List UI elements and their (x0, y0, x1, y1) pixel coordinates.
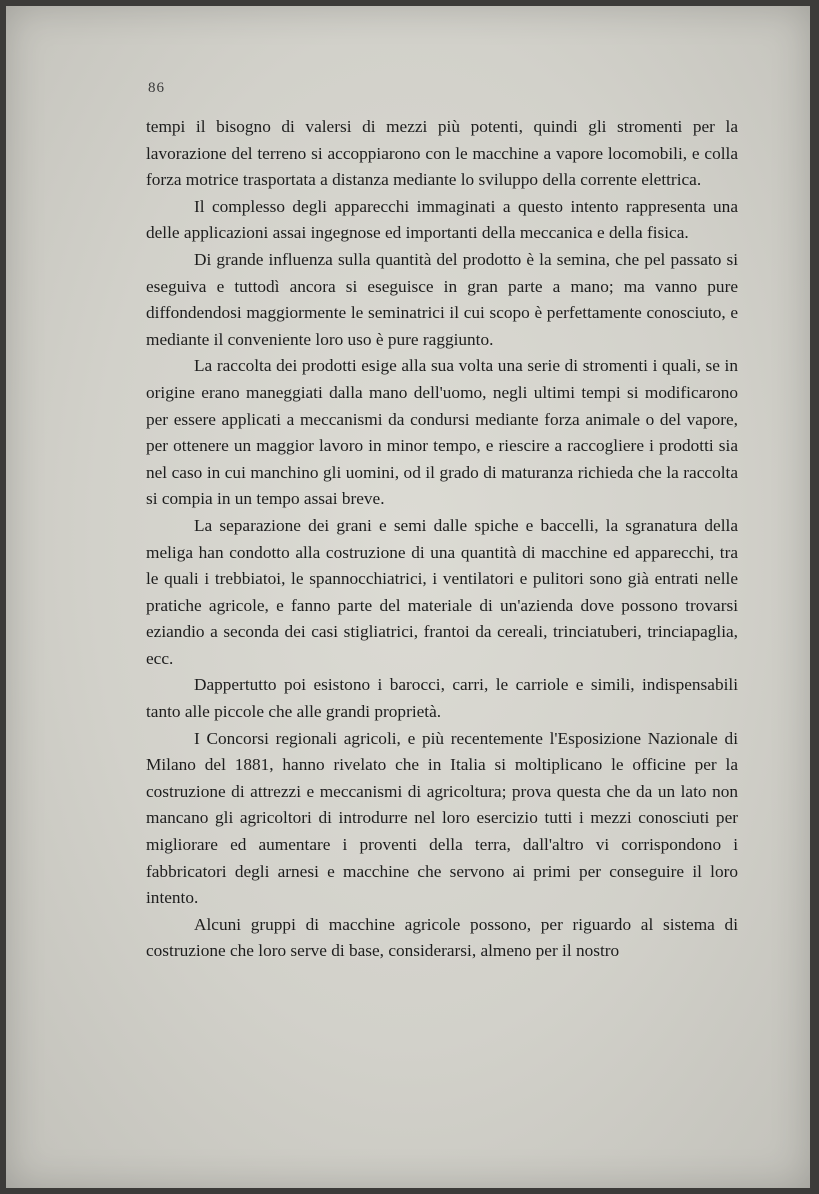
paragraph: I Concorsi regionali agricoli, e più recentemente l'Esposizione Nazionale di Milano del 1881, hanno rivelato che in Italia si moltiplicano le officine per la costruzione di attrezzi e meccanismi di agricoltura; prova questa che da un lato non mancano gli agricoltori di introdurre nel loro esercizio tutti i mezzi conosciuti per migliorare ed aumentare i proventi della terra, dall'altro vi corrispondono i fabbricatori degli arnesi e macchine che servono ai primi per conseguire il loro intento. (146, 728, 738, 908)
paragraph-continuation: tempi il bisogno di valersi di mezzi più potenti, quindi gli stromenti per la lavorazione del terreno si accoppiarono con le macchine a vapore locomobili, e colla forza motrice trasportata a distanza mediante lo sviluppo della corrente elettrica. (146, 117, 738, 190)
paragraph: Alcuni gruppi di macchine agricole possono, per riguardo al sistema di costruzione che loro serve di base, considerarsi, almeno per il nostro (146, 914, 738, 961)
body-text (146, 114, 738, 965)
paragraph: La separazione dei grani e semi dalle spiche e baccelli, la sgranatura della meliga han condotto alla costruzione di una quantità di macchine ed apparecchi, tra le quali i trebbiatoi, le spannocchiatrici, i ventilatori e pulitori sono già entrati nelle pratiche agricole, e fanno parte del materiale di un'azienda dove possono trovarsi eziandio a seconda dei casi stigliatrici, frantoi da cereali, trinciatuberi, trinciapaglia, ecc. (146, 515, 738, 668)
paragraph: Di grande influenza sulla quantità del prodotto è la semina, che pel passato si eseguiva e tuttodì ancora si eseguisce in gran parte a mano; ma vanno pure diffondendosi maggiormente le seminatrici il cui scopo è perfettamente conosciuto, e mediante il conveniente loro uso è pure raggiunto. (146, 249, 738, 349)
paragraph: Il complesso degli apparecchi immaginati a questo intento rappresenta una delle applicazioni assai ingegnose ed importanti della meccanica e della fisica. (146, 196, 738, 243)
paragraph: La raccolta dei prodotti esige alla sua volta una serie di stromenti i quali, se in origine erano maneggiati dalla mano dell'uomo, negli ultimi tempi si modificarono per essere applicati a meccanismi da condursi mediante forza animale o del vapore, per ottenere un maggior lavoro in minor tempo, e riescire a raccogliere i prodotti sia nel caso in cui manchino gli uomini, od il grado di maturanza richieda che la raccolta si compia in un tempo assai breve. (146, 356, 738, 509)
paragraph: Dappertutto poi esistono i barocci, carri, le carriole e simili, indispensabili tanto alle piccole che alle grandi proprietà. (146, 675, 738, 722)
page-number: 86 (148, 80, 165, 96)
